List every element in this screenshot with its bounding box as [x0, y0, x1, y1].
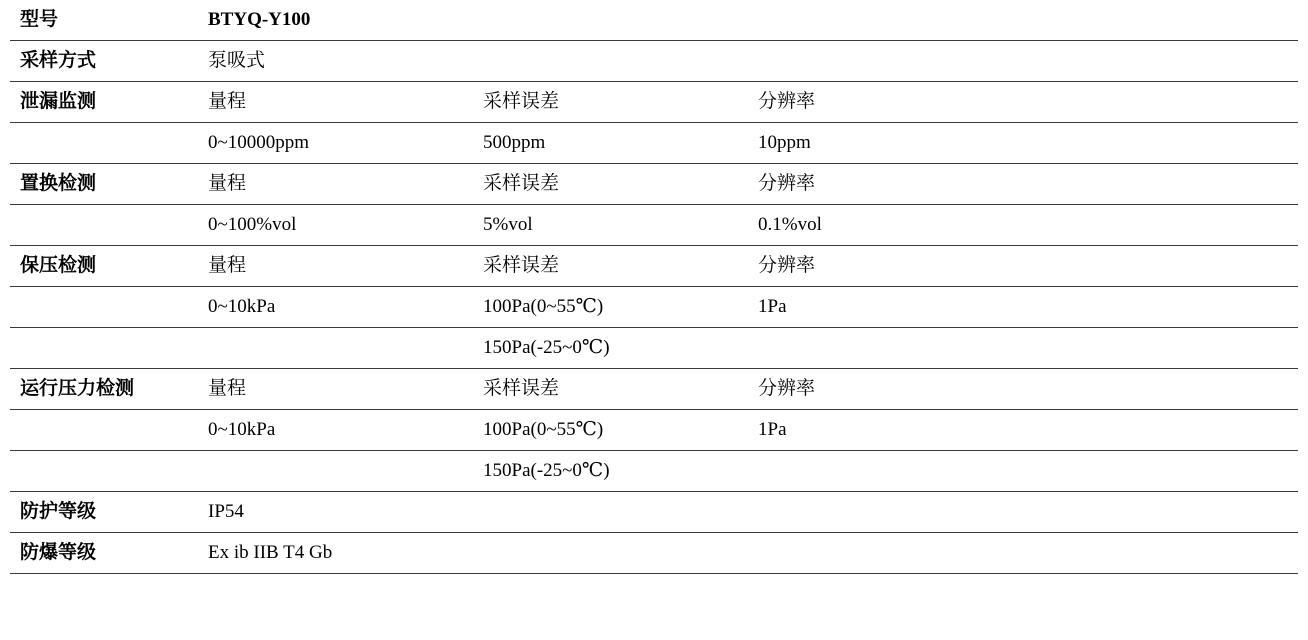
table-cell: [473, 328, 748, 369]
table-cell: [748, 369, 1023, 410]
table-row: [10, 287, 1298, 328]
table-row: [10, 0, 1298, 41]
cell-text: 0~100%vol: [208, 214, 297, 235]
table-cell: [748, 246, 1023, 287]
table-row: [10, 410, 1298, 451]
table-cell: [1023, 451, 1298, 492]
cell-text: 分辨率: [758, 378, 816, 399]
table-cell: [748, 205, 1023, 246]
specification-table: [10, 0, 1298, 574]
table-cell: [748, 328, 1023, 369]
table-cell: [198, 287, 473, 328]
row-value: [198, 0, 1298, 41]
row-label-text: 运行压力检测: [20, 378, 135, 399]
cell-text: 500ppm: [483, 132, 546, 153]
row-label: [10, 410, 198, 451]
cell-text: 分辨率: [758, 91, 816, 112]
cell-text: 量程: [208, 378, 247, 399]
table-cell: [1023, 287, 1298, 328]
table-cell: [198, 451, 473, 492]
cell-text: 100Pa(0~55℃): [483, 296, 604, 317]
row-label: [10, 451, 198, 492]
cell-text: 0.1%vol: [758, 214, 822, 235]
table-cell: [1023, 123, 1298, 164]
cell-text: 量程: [208, 91, 247, 112]
cell-text: 分辨率: [758, 255, 816, 276]
cell-text: 100Pa(0~55℃): [483, 419, 604, 440]
row-label-text: 防护等级: [20, 501, 97, 522]
row-label: [10, 41, 198, 82]
table-row: [10, 82, 1298, 123]
table-cell: [748, 164, 1023, 205]
cell-text: 采样误差: [483, 91, 560, 112]
table-cell: [1023, 328, 1298, 369]
row-label-text: 保压检测: [20, 255, 97, 276]
row-label: [10, 246, 198, 287]
row-value: [198, 533, 1298, 574]
cell-text: 0~10000ppm: [208, 132, 310, 153]
table-cell: [473, 205, 748, 246]
row-value-text: BTYQ-Y100: [208, 9, 311, 30]
row-label-text: 型号: [20, 9, 59, 30]
cell-text: 10ppm: [758, 132, 811, 153]
table-cell: [748, 82, 1023, 123]
row-label-text: 防爆等级: [20, 542, 97, 563]
table-cell: [473, 164, 748, 205]
table-cell: [198, 123, 473, 164]
table-cell: [748, 410, 1023, 451]
row-value: [198, 492, 1298, 533]
cell-text: 0~10kPa: [208, 419, 276, 440]
row-label: [10, 82, 198, 123]
table-cell: [473, 287, 748, 328]
table-cell: [198, 82, 473, 123]
row-label: [10, 533, 198, 574]
row-label-text: 采样方式: [20, 50, 97, 71]
table-cell: [473, 451, 748, 492]
table-cell: [198, 246, 473, 287]
row-label: [10, 328, 198, 369]
table-row: [10, 492, 1298, 533]
cell-text: 采样误差: [483, 255, 560, 276]
table-row: [10, 205, 1298, 246]
table-row: [10, 369, 1298, 410]
row-label: [10, 205, 198, 246]
table-cell: [198, 205, 473, 246]
row-label-text: 泄漏监测: [20, 91, 97, 112]
table-cell: [1023, 82, 1298, 123]
table-row: [10, 41, 1298, 82]
table-row: [10, 533, 1298, 574]
table-cell: [748, 451, 1023, 492]
row-label-text: 置换检测: [20, 173, 97, 194]
cell-text: 分辨率: [758, 173, 816, 194]
row-label: [10, 492, 198, 533]
table-cell: [473, 123, 748, 164]
table-row: [10, 164, 1298, 205]
table-cell: [473, 246, 748, 287]
table-cell: [748, 123, 1023, 164]
row-label: [10, 369, 198, 410]
cell-text: 0~10kPa: [208, 296, 276, 317]
table-cell: [748, 287, 1023, 328]
table-row: [10, 328, 1298, 369]
row-value-text: IP54: [208, 501, 244, 522]
cell-text: 1Pa: [758, 419, 787, 440]
row-label: [10, 0, 198, 41]
table-cell: [473, 369, 748, 410]
cell-text: 5%vol: [483, 214, 533, 235]
cell-text: 150Pa(-25~0℃): [483, 460, 610, 481]
table-cell: [1023, 410, 1298, 451]
table-cell: [198, 164, 473, 205]
cell-text: 量程: [208, 173, 247, 194]
cell-text: 采样误差: [483, 378, 560, 399]
row-value: [198, 41, 1298, 82]
table-cell: [198, 410, 473, 451]
cell-text: 量程: [208, 255, 247, 276]
table-cell: [198, 369, 473, 410]
table-cell: [1023, 369, 1298, 410]
cell-text: 1Pa: [758, 296, 787, 317]
table-cell: [1023, 246, 1298, 287]
table-row: [10, 451, 1298, 492]
row-label: [10, 164, 198, 205]
row-value-text: 泵吸式: [208, 50, 266, 71]
table-cell: [198, 328, 473, 369]
row-label: [10, 287, 198, 328]
table-cell: [1023, 205, 1298, 246]
table-row: [10, 246, 1298, 287]
table-cell: [1023, 164, 1298, 205]
cell-text: 150Pa(-25~0℃): [483, 337, 610, 358]
table-cell: [473, 410, 748, 451]
table-cell: [473, 82, 748, 123]
row-label: [10, 123, 198, 164]
row-value-text: Ex ib IIB T4 Gb: [208, 542, 333, 563]
table-row: [10, 123, 1298, 164]
cell-text: 采样误差: [483, 173, 560, 194]
